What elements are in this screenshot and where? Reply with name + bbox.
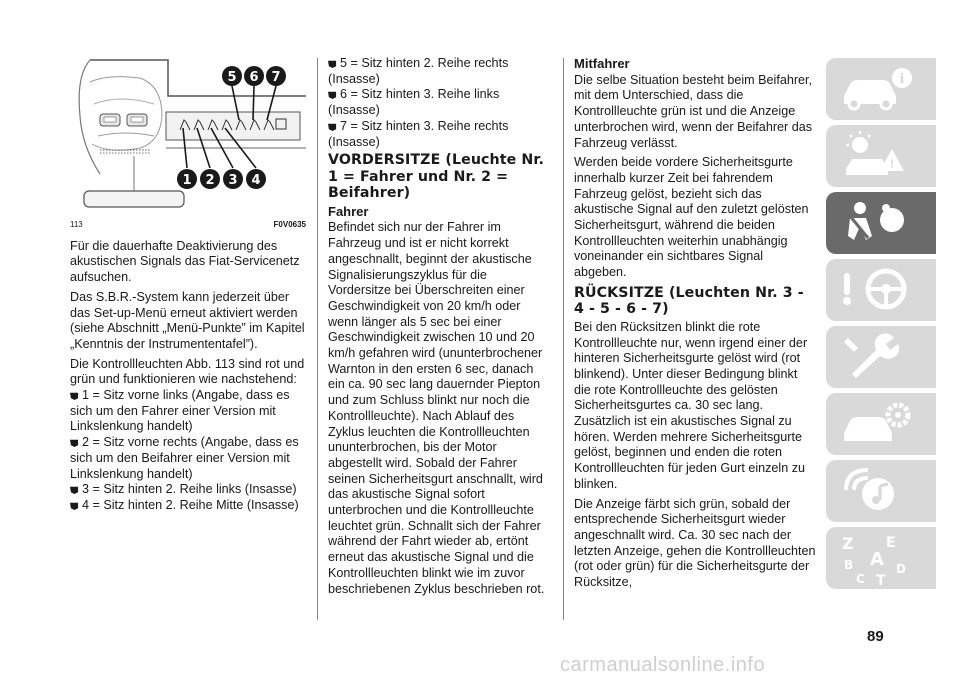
overhead-console-illustration bbox=[70, 56, 306, 214]
tab-multimedia[interactable] bbox=[826, 460, 936, 522]
tab-emergency[interactable] bbox=[826, 326, 936, 388]
svg-text:C: C bbox=[856, 572, 865, 586]
arrow-bullet-icon bbox=[70, 438, 79, 447]
tab-index[interactable] bbox=[826, 527, 936, 589]
column-2 bbox=[328, 56, 548, 601]
svg-text:B: B bbox=[844, 558, 854, 572]
svg-text:A: A bbox=[870, 549, 884, 570]
svg-text:E: E bbox=[886, 535, 896, 551]
callout-6: 6 bbox=[249, 70, 259, 85]
svg-text:!: ! bbox=[890, 157, 894, 171]
page-number: 89 bbox=[867, 628, 884, 645]
section-heading: VORDERSITZE (Leuchte Nr. 1 = Fahrer und Nr. 2 = Beifahrer) bbox=[328, 152, 544, 202]
callout-5: 5 bbox=[227, 70, 237, 85]
column-divider bbox=[563, 58, 564, 620]
list-item: 7 = Sitz hinten 3. Reihe rechts (Insasse) bbox=[328, 118, 509, 149]
car-service-icon bbox=[836, 397, 916, 449]
callout-4: 4 bbox=[251, 173, 261, 188]
svg-text:T: T bbox=[876, 573, 886, 587]
arrow-bullet-icon bbox=[328, 122, 337, 131]
column-3 bbox=[574, 56, 816, 595]
tab-maintenance[interactable] bbox=[826, 393, 936, 455]
wrench-icon bbox=[836, 330, 916, 382]
paragraph: Für die dauerhafte Deaktivierung des akustischen Signals das Fiat-Servicenetz aufsuchen. bbox=[70, 238, 300, 285]
arrow-bullet-icon bbox=[70, 501, 79, 510]
arrow-bullet-icon bbox=[70, 485, 79, 494]
list-item: 6 = Sitz hinten 3. Reihe links (Insasse) bbox=[328, 87, 500, 118]
figure-seatbelt-indicators bbox=[70, 56, 306, 214]
column-divider bbox=[317, 58, 318, 620]
arrow-bullet-icon bbox=[328, 90, 337, 99]
svg-text:i: i bbox=[899, 72, 905, 87]
steering-wheel-icon bbox=[836, 263, 916, 315]
watermark[interactable]: carmanualsonline.info bbox=[560, 654, 766, 676]
callout-3: 3 bbox=[228, 173, 238, 188]
lights-warning-icon bbox=[836, 129, 916, 181]
figure-number: 113 bbox=[70, 220, 83, 229]
figure-caption bbox=[70, 217, 306, 233]
tab-lights-warnings[interactable] bbox=[826, 125, 936, 187]
paragraph: Werden beide vordere Sicherheitsgurte innerhalb kurzer Zeit bei fahrendem Fahrzeug gelöst, bezieht sich das akustische Signal auf den zuletzt gelösten Sicherheitsgurt, während die beiden Kontrollleuchten weiterhin unabhängig voneinander ein sichtbares Signal abgeben. bbox=[574, 155, 809, 280]
paragraph: Befindet sich nur der Fahrer im Fahrzeug und ist er nicht korrekt angeschnallt, beginnt der akustische Signalisierungszyklus für die Vordersitze bei Überschreiten einer Geschwindigkeit von 20 km/h oder wenn länger als 5 sec bei einer Geschwindigkeit zwischen 10 und 20 km/h gefahren wird (ununterbrochener Warnton in den ersten 6 sec, danach ein ca. 90 sec lang dauernder Piepton und zum Schluss blinkt nur noch die Kontrollleuchte). Nach Ablauf des Zyklus leuchten die Kontrollleuchten ununterbrochen, bis der Motor abgestellt wird. Sobald der Fahrer seinen Sicherheitsgurt anschnallt, wird das akustische Signal sofort unterbrochen und die Kontrollleuchte leuchtet grün. Schnallt sich der Fahrer während der Fahrt wieder ab, ertönt erneut das akustische Signal und die Kontrollleuchten blinkt wie im zuvor beschriebenen Zyklus beschrieben rot. bbox=[328, 220, 545, 596]
paragraph: Die Kontrollleuchten Abb. 113 sind rot und grün und funktionieren wie nachstehend: bbox=[70, 356, 305, 387]
list-item: 4 = Sitz hinten 2. Reihe Mitte (Insasse) bbox=[70, 498, 306, 514]
subheading: Fahrer bbox=[328, 203, 369, 219]
section-heading: RÜCKSITZE (Leuchten Nr. 3 - 4 - 5 - 6 - 7) bbox=[574, 284, 804, 318]
paragraph: Bei den Rücksitzen blinkt die rote Kontrollleuchte nur, wenn irgend einer der hinteren Sicherheitsgurte gelöst wird (rot blinkend). Unter dieser Bedingung blinkt die rote Kontrollleuchte des gelösten Sicherheitsgurtes ca. 30 sec lang. Zusätzlich ist ein akustisches Signal zu hören. Werden mehrere Sicherheitsgurte gelöst, beginnen und enden die roten Kontrollleuchten für jeden Gurt einzeln zu blinken. bbox=[574, 319, 808, 491]
arrow-bullet-icon bbox=[70, 391, 79, 400]
list-item: 2 = Sitz vorne rechts (Angabe, dass es sich um den Beifahrer einer Version mit Linkslenkung handelt) bbox=[70, 435, 299, 481]
callout-1: 1 bbox=[182, 173, 192, 188]
subheading: Mitfahrer bbox=[574, 56, 630, 71]
paragraph: Das S.B.R.-System kann jederzeit über das Set-up-Menü erneut aktiviert werden (siehe Abschnitt „Menü-Punkte” im Kapitel „Kenntnis der Instrumententafel”). bbox=[70, 289, 305, 351]
tab-car-info[interactable] bbox=[826, 58, 936, 120]
arrow-bullet-icon bbox=[328, 59, 337, 68]
list-item: 5 = Sitz hinten 2. Reihe rechts (Insasse) bbox=[328, 56, 509, 86]
callout-7: 7 bbox=[271, 70, 281, 85]
figure-code: F0V0635 bbox=[273, 220, 306, 229]
car-info-icon bbox=[836, 62, 916, 114]
multimedia-icon bbox=[836, 464, 916, 516]
list-item: 3 = Sitz hinten 2. Reihe links (Insasse) bbox=[70, 482, 306, 498]
paragraph: Die Anzeige färbt sich grün, sobald der entsprechende Sicherheitsgurt wieder angeschnallt wird. Ca. 30 sec nach der letzten Anzeige, gehen die Kontrollleuchten (rot oder grün) für die Sicherheitsgurte der Rücksitze, bbox=[574, 496, 816, 590]
list-item: 1 = Sitz vorne links (Angabe, dass es sich um den Fahrer einer Version mit Linkslenkung handelt) bbox=[70, 388, 290, 434]
svg-text:Z: Z bbox=[842, 534, 854, 553]
index-letters-icon bbox=[836, 531, 916, 587]
tab-seatbelt-airbag[interactable] bbox=[826, 192, 936, 254]
column-1 bbox=[70, 56, 306, 514]
svg-text:D: D bbox=[896, 562, 906, 576]
tab-driving[interactable] bbox=[826, 259, 936, 321]
callout-2: 2 bbox=[205, 173, 215, 188]
paragraph: Die selbe Situation besteht beim Beifahrer, mit dem Unterschied, dass die Kontrollleuchte grün ist und die Anzeige unterbrochen wird, wenn der Beifahrer das Fahrzeug verlässt. bbox=[574, 72, 813, 150]
seatbelt-airbag-icon bbox=[836, 196, 916, 248]
